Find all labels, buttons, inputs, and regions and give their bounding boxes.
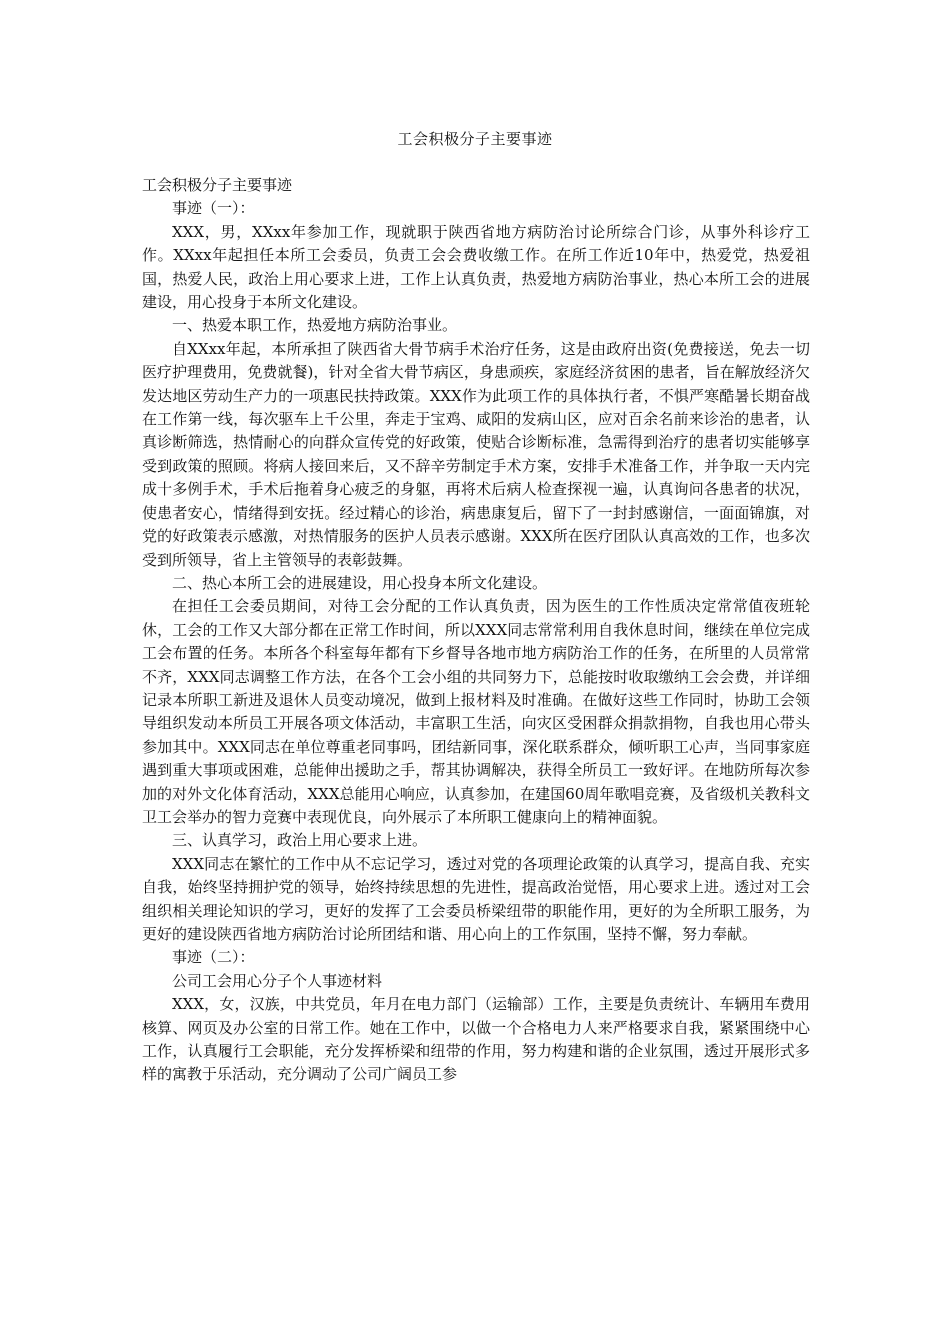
section-heading: 一、热爱本职工作，热爱地方病防治事业。 — [172, 316, 458, 335]
paragraph: 工会积极分子主要事迹 — [142, 176, 293, 194]
section-heading: 二、热心本所工会的进展建设，用心投身本所文化建设。 — [172, 573, 548, 592]
paragraph: 事迹（一）： — [172, 199, 255, 218]
document-body — [142, 174, 810, 1087]
section-heading: 三、认真学习，政治上用心要求上进。 — [172, 831, 428, 850]
paragraph: XXX，男，XXxx年参加工作，现就职于陕西省地方病防治讨论所综合门诊，从事外科诊疗工作。XXxx年起担任本所工会委员，负责工会会费收缴工作。在所工作近10年中，热爱党，热爱祖国，热爱人民，政治上用心要求上进，工作上认真负责，热爱地方病防治事业，热心本所工会的进展建设，用心投身于本所文化建设。 — [142, 222, 810, 312]
paragraph: XXX同志在繁忙的工作中从不忘记学习，透过对党的各项理论政策的认真学习，提高自我、充实自我，始终坚持拥护党的领导，始终持续思想的先进性，提高政治觉悟，用心要求上进。透过对工会组织相关理论知识的学习，更好的发挥了工会委员桥梁纽带的职能作用，更好的为全所职工服务，为更好的建设陕西省地方病防治讨论所团结和谐、用心向上的工作氛围，坚持不懈，努力奉献。 — [142, 854, 810, 943]
paragraph: 自XXxx年起，本所承担了陕西省大骨节病手术治疗任务，这是由政府出资(免费接送，免去一切医疗护理费用，免费就餐)，针对全省大骨节病区，身患顽疾，家庭经济贫困的患者，旨在解放经济欠发达地区劳动生产力的一项惠民扶持政策。XXX作为此项工作的具体执行者，不惧严寒酷暑长期奋战在工作第一线，每次驱车上千公里，奔走于宝鸡、咸阳的发病山区，应对百余名前来诊治的患者，认真诊断筛选，热情耐心的向群众宣传党的好政策，使贴合诊断标准，急需得到治疗的患者切实能够享受到政策的照顾。将病人接回来后，又不辞辛劳制定手术方案，安排手术准备工作，并争取一天内完成十多例手术，手术后拖着身心疲乏的身躯，再将术后病人检查探视一遍，认真询问各患者的状况，使患者安心，情绪得到安抚。经过精心的诊治，病患康复后，留下了一封封感谢信，一面面锦旗，对党的好政策表示感激，对热情服务的医护人员表示感谢。XXX所在医疗团队认真高效的工作，也多次受到所领导，省上主管领导的表彰鼓舞。 — [142, 339, 810, 569]
paragraph: 公司工会用心分子个人事迹材料 — [172, 971, 383, 990]
paragraph: 事迹（二）： — [172, 948, 255, 967]
document-title: 工会积极分子主要事迹 — [397, 130, 553, 148]
paragraph: XXX，女，汉族，中共党员，年月在电力部门（运输部）工作，主要是负责统计、车辆用车费用核算、网页及办公室的日常工作。她在工作中，以做一个合格电力人来严格要求自我，紧紧围绕中心工作，认真履行工会职能，充分发挥桥梁和纽带的作用，努力构建和谐的企业氛围，透过开展形式多样的寓教于乐活动，充分调动了公司广阔员工参 — [142, 995, 810, 1084]
paragraph: 在担任工会委员期间，对待工会分配的工作认真负责，因为医生的工作性质决定常常值夜班轮休，工会的工作又大部分都在正常工作时间，所以XXX同志常常利用自我休息时间，继续在单位完成工会布置的任务。本所各个科室每年都有下乡督导各地市地方病防治工作的任务，在所里的人员常常不齐，XXX同志调整工作方法，在各个工会小组的共同努力下，总能按时收取缴纳工会会费，并详细记录本所职工新进及退休人员变动境况，做到上报材料及时准确。在做好这些工作同时，协助工会领导组织发动本所员工开展各项文体活动，丰富职工生活，向灾区受困群众捐款捐物，自我也用心带头参加其中。XXX同志在单位尊重老同事吗，团结新同事，深化联系群众，倾听职工心声，当同事家庭遇到重大事项或困难，总能伸出援助之手，帮其协调解决，获得全所员工一致好评。在地防所每次参加的对外文化体育活动，XXX总能用心响应，认真参加，在建国60周年歌唱竞赛，及省级机关教科文卫工会举办的智力竞赛中表现优良，向外展示了本所职工健康向上的精神面貌。 — [142, 597, 810, 826]
